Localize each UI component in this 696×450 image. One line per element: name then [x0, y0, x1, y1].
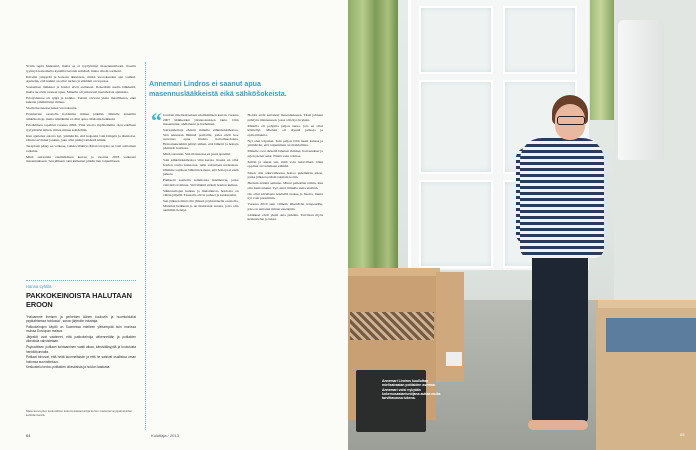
paragraph: Järjestöt ovat vaatineet, että pakkokeinoja vähennetään ja potilaiden oikeuksia vahvistetaan. [26, 335, 136, 344]
paragraph: Pakkokeinojen käyttö on Suomessa edelleen yleisempää kuin monissa muissa Euroopan maissa. [26, 325, 136, 334]
photo-page [348, 0, 696, 450]
magazine-footer: Kuluttaja / 2013 [151, 433, 179, 438]
sub-headline: PAKKOKEINOISTA HALUTAAN EROON [26, 291, 132, 309]
window-pane [419, 80, 493, 174]
kicker: Hanna Lyhtilä [26, 284, 52, 289]
paragraph: Minä sairastuin ensimmäisen kerran jo vuonna 2003 vaikeaan masennukseen. Sen jälkeen olen kulkenut pitkän tien toipumiseen. [26, 154, 136, 164]
paragraph: Sain sähköšokkihoitoa viisi kertaa. Koska en ollut hoidon osalta kunnossa, tulin sairaalaan uudestaan. Olimme sopineet lääkärin kanssa, että hoitoja ei enää jatketa. [163, 158, 239, 177]
paragraph: Terapiaan pääsy on vaikeaa, vaikka lääkitys ilman terapiaa on vain osittainen ratkaisu. [26, 144, 136, 153]
curtain-left [348, 0, 398, 280]
paragraph: Joudoin mielisairaalaan ensimmäisen kerran vuonna 2007 lääkkeiden yliannostuksen takia. Olin masentunut, ahdistunut ja harhainen. [163, 113, 239, 127]
paragraph: Eristyshuone oli tyhjä ja kolkko. Tunsin olevani yksin maailmassa, eikä kukaan ymmärtänyt minua. [26, 95, 136, 105]
page-number-left: 64 [26, 433, 31, 438]
paragraph: Sitten olin alkuvaiheessa hoitoa pidemmän aikaa, jonka jälkeen pääsin takaisin kotiin. [247, 170, 323, 180]
paragraph: Kävelin ympyrää ja katsoin ikkunasta, mitkä vuorokauden ajat vaihtui. Ajattelin, että kaikki on ollut turhaa ja elämäni on lopussa. [26, 74, 136, 84]
pull-quote: Annemari Lindros ei saanut apua masennuslääkkeistä eikä sähköšokeista. [149, 80, 287, 98]
quote-mark-icon: “ [151, 108, 162, 133]
paragraph: Vietin huoneessa kaksi vuorokautta. [26, 106, 78, 111]
paragraph: On ollut kivuliasta käsitellä tuskaa ja huolta, mutta nyt voin paremmin. [247, 191, 323, 201]
woman-striped-shirt [520, 138, 604, 258]
paragraph: Minulla oli pohjalla paljon surua, jota en ollut käsitellyt. Mieleni oli täynnä pelkoja ja epävarmuutta. [247, 123, 323, 137]
woman-legs [532, 252, 588, 422]
bin [446, 352, 462, 366]
woman-feet [528, 420, 588, 430]
window-pane [503, 6, 577, 74]
paragraph: Pääkseni asettelin semmoisia mielikuvia, jotka vahvistivat minua. Sitä lääkäri sääteli hoidon kulkua. [163, 178, 239, 187]
paragraph: Yritin repiä hiuksiani, mutta se ei tyydyttänyt masennustilaani. Koetin tyynnyä katsomalla kynsillä betonia seinästä, mutta rikoin sormeni. [26, 64, 136, 73]
hanging-coat [618, 20, 664, 160]
bed-right-rail [598, 300, 696, 308]
paragraph: Vuonna 2010 sain viimein lähettävän terapeutille, joka on auttanut minua eteenpäin. [247, 202, 323, 211]
page-number-right: 65 [680, 432, 685, 437]
paragraph: Minulle ovat tärkeitä läheiset ihmiset, harrastukset ja arjen pienet asiat. Niistä saan voimaa. [247, 149, 323, 158]
paragraph: Psykiatrian osastolla hoidettiin minua pitkään. Minulle annettiin sähköhoitoja, mutta niistäkään ei ollut apua. Muistini heikkeni. [26, 112, 136, 121]
paragraph: Kun ajattelen asioita nyt, ymmärrän, että kaipasin vain lämpöä ja läsnäoloa. Olisin tarvinnut jonkun, joka olisi pitänyt kädestä kiinni. [26, 133, 136, 143]
author-bio: Mielenterveyden keskusliiton kokemusasiantuntija kertoo mielenterveyspalveluiden kehittämisestä. [26, 409, 133, 417]
paragraph: Sairaanhoitaja ehdotti minulle sähköšokkihoitoa. Sitä annetaan lähinnä potilaille, jotka eivät koe saavansa apua muista hoitomuodoista. Hoitomenetelmä päätyi siihen, että lääkäri ja hoitaja päättivät hoidosta. [163, 128, 239, 151]
column-divider [145, 62, 146, 430]
glasses-icon [557, 116, 585, 125]
paragraph: Sähköaaltojen kulkua ja muistikuvia hoidosta on vähän jäljellä. Taustalla olivat puheet ja keskustelut. [163, 188, 239, 198]
paragraph: "Haluamme ihmisen ja perheiden äänen kuuluviin ja huomioiduiksi psykiatrisessa hoidossa", sanoo järjestön edustaja. [26, 315, 136, 324]
curtain-right [590, 0, 614, 120]
paragraph: Sosiaaliset lääkkeet ja hoidot eivät auttaneet. Kokeiltiin useita lääkkeitä, mutta ne eivät tuoneet apua. Minulla oli jatkuvasti itsetuhoisia ajatuksia. [26, 85, 136, 94]
paragraph: Potilaat toivovat, että heitä kuunneltaisiin ja että he saisivat osallistua oman hoitonsa suunnitteluun. [26, 355, 136, 364]
paragraph: Heräsin eräänä aamuna. Minut palkattiin töihin, kun olin kuntoutunut. Työ antoi minulle uutta sisältöä. [247, 181, 323, 190]
bed-sheet [606, 318, 696, 352]
body-column-1 [26, 64, 136, 270]
window-pane [419, 180, 493, 268]
divider [26, 280, 136, 281]
paragraph: Sen jälkeen minä olin jälleen psykiatrisella osastolla. Muistini heikkeni ja en muistanut asioita, joita olin aiemmin tiennyt. [163, 199, 239, 213]
photo-caption: Annemari Lindros kuulluttaa mielisairaalan potilaiden asemaa. Annemari voisi nykyään kokemusasiantuntijana auttaa muita tarvittavassa tukena. [382, 379, 441, 401]
blanket [350, 312, 434, 340]
paragraph: Nyt olen toipunut. Tein paljon töitä itseni kanssa ja ymmärrän, että toipuminen on mahdollista. [247, 138, 323, 148]
paragraph: Keskustelu kertoo potilaiden oikeuksista ja hoidon laadusta. [26, 365, 111, 370]
window-pane [419, 6, 493, 74]
paragraph: Kiitän ja annan sen, mitä voin tuttavilleni. Olen oppinut arvostamaan elämää. [247, 159, 323, 169]
paragraph: Lääkkeet eivät yksin auta pitkään. Tarvitaan myös keskustelua ja tukea. [247, 212, 323, 222]
paragraph: Minä suostuin. Sitä tilanteessa en juuri ajatellut. [163, 152, 232, 157]
paragraph: Hoidot eivät auttaneet masennukseen. Tästä johtuen päädyin tilanteeseen, jossa olin hyvin yksin. [247, 113, 323, 122]
bed-left-rail [348, 268, 440, 276]
body-column-2 [151, 108, 323, 428]
paragraph: Psykoottisen potilaan kohtaaminen vaatii aikaa, kärsivällisyyttä ja koulutusta henkilökunnalta. [26, 345, 136, 354]
paragraph: Eristämisen tapahtui vuonna 2006. Viisi vuotta myöhemmin olen edelleen tyytymätön siihen, miten minua kohdeltiin. [26, 123, 136, 132]
